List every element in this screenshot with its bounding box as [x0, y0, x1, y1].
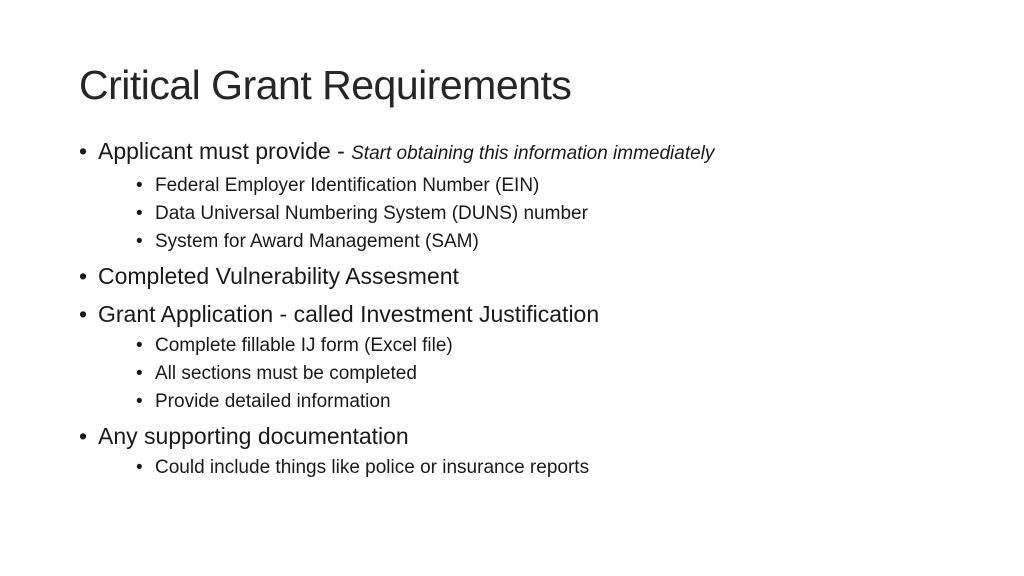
- sub-bullet-item: [98, 454, 979, 482]
- bullet-dot-icon: •: [79, 263, 88, 289]
- sub-bullet-item: [98, 228, 979, 256]
- sub-bullet-dot-icon: •: [136, 335, 143, 356]
- bullet-item-supporting-docs: [79, 418, 979, 482]
- sub-bullet-text: Provide detailed information: [155, 391, 391, 412]
- sub-bullet-text: All sections must be completed: [155, 363, 417, 384]
- sub-bullet-dot-icon: •: [136, 175, 143, 196]
- bullet-dot-icon: •: [79, 301, 88, 327]
- sub-bullet-item: [98, 200, 979, 228]
- bullet-emphasis-text: Start obtaining this information immediately: [351, 143, 715, 164]
- sub-bullet-dot-icon: •: [136, 203, 143, 224]
- bullet-text: Grant Application - called Investment Justification: [98, 301, 600, 327]
- bullet-dot-icon: •: [79, 423, 88, 449]
- bullet-text: Any supporting documentation: [98, 423, 409, 449]
- sub-bullet-list: [98, 332, 979, 416]
- bullet-list: [79, 133, 979, 482]
- sub-bullet-text: Federal Employer Identification Number (EIN): [155, 175, 540, 196]
- slide-title: Critical Grant Requirements: [79, 62, 572, 108]
- sub-bullet-item: [98, 332, 979, 360]
- bullet-item-vulnerability: [79, 258, 979, 294]
- sub-bullet-text: Could include things like police or insurance reports: [155, 457, 590, 478]
- sub-bullet-text: Data Universal Numbering System (DUNS) number: [155, 203, 588, 224]
- bullet-dot-icon: •: [79, 138, 88, 164]
- sub-bullet-dot-icon: •: [136, 363, 143, 384]
- sub-bullet-dot-icon: •: [136, 391, 143, 412]
- sub-bullet-text: System for Award Management (SAM): [155, 231, 479, 252]
- bullet-item-applicant: [79, 133, 979, 256]
- bullet-text: Completed Vulnerability Assesment: [98, 263, 459, 289]
- sub-bullet-dot-icon: •: [136, 457, 143, 478]
- sub-bullet-list: [98, 172, 979, 256]
- sub-bullet-item: [98, 388, 979, 416]
- bullet-item-grant-application: [79, 296, 979, 416]
- bullet-text: Applicant must provide -: [98, 138, 352, 164]
- sub-bullet-item: [98, 360, 979, 388]
- sub-bullet-text: Complete fillable IJ form (Excel file): [155, 335, 453, 356]
- sub-bullet-item: [98, 172, 979, 200]
- sub-bullet-dot-icon: •: [136, 231, 143, 252]
- sub-bullet-list: [98, 454, 979, 482]
